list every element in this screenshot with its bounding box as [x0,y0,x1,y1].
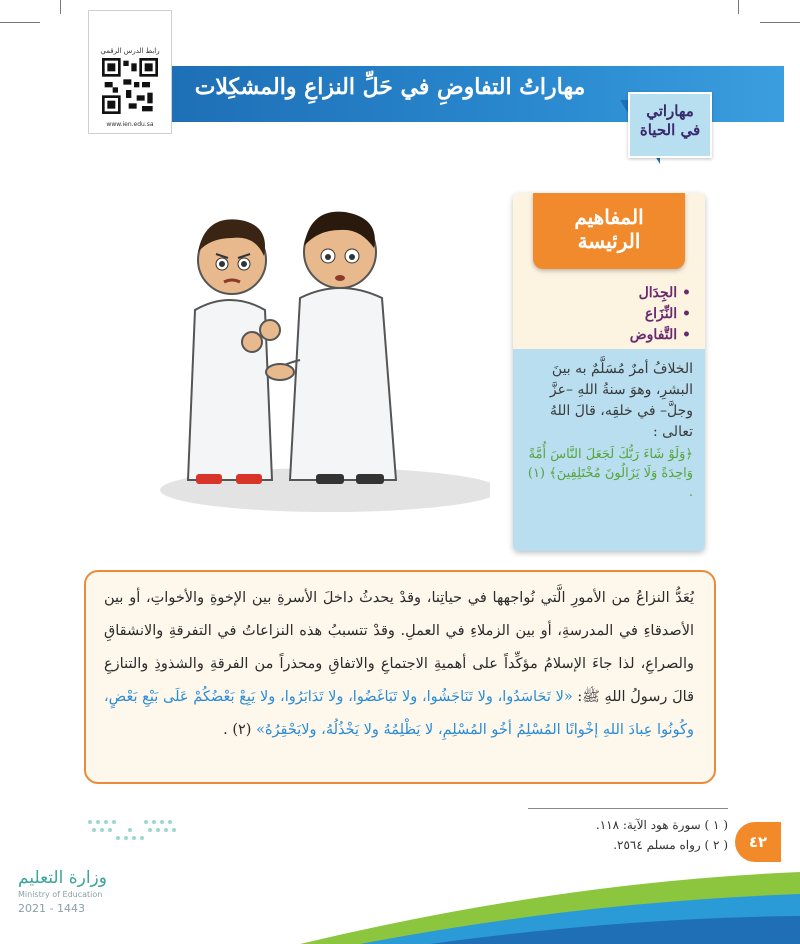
hadith-reference: (٢) . [223,722,252,738]
crop-mark [60,0,61,14]
calm-boy-figure [266,212,396,484]
qr-caption: رابط الدرس الرقمي [100,47,160,55]
crop-mark [738,0,739,14]
footnote-2: ( ٢ ) رواه مسلم ٢٥٦٤. [613,838,728,852]
quran-verse: ﴿وَلَوْ شَاءَ رَبُّكَ لَجَعَلَ النَّاسَ أُمَّةً وَاحِدَةً وَلَا يَزَالُونَ مُخْتَلِفِينَ﴾ (١) . [527,447,693,500]
term-item: • النِّزَاع [630,304,691,325]
crop-mark [0,22,40,23]
paragraph-main-text: يُعَدُّ النزاعُ من الأمورِ الَّتي نُواجهها في حياتِنا، وقدْ يحدثُ داخلَ الأسرةِ بين الإخوةِ والأخواتِ، أو بين الأصدقاءِ في المدرسةِ، أو بين الزملاءِ في العملِ. وقدْ تتسببُ هذه النزاعاتُ في التفرقةِ والانشقاقِ والصراعِ، لذا جاءَ الإسلامُ مؤكِّداً على أهميةِ الاجتماعِ والاتفاقِ ومحذراً من الفرقةِ والشذوذِ والتنازعِ قالَ رسولُ اللهِ ﷺ: [104,590,695,705]
qr-code-icon[interactable] [102,58,158,114]
qr-url[interactable]: www.ien.edu.sa [106,121,154,128]
badge-line-1: مهاراتي [646,102,694,120]
key-concepts-tag [533,193,685,269]
key-concepts-title-2: الرئيسة [577,229,641,253]
concepts-intro-text: الخلافُ أمرٌ مُسَلَّمٌ به بينَ البشرِ، وهوَ سنةُ اللهِ –عزَّ وجلَّ– في خلقِه، قالَ اللهُ تعالى : [549,361,693,440]
edition-year: 2021 - 1443 [18,902,85,915]
lesson-paragraph-box [84,570,716,784]
crop-mark [760,22,800,23]
ministry-logo-dots-icon [86,818,182,842]
qr-card[interactable] [88,10,172,134]
term-item: • التَّفاوض [630,325,691,346]
lesson-title: مهاراتُ التفاوضِ في حَلِّ النزاعِ والمشكِلات [194,74,586,100]
lesson-paragraph [104,582,694,747]
two-boys-illustration [160,190,490,520]
section-badge [628,92,712,158]
footnote-1: ( ١ ) سورة هود الآية: ١١٨. [595,818,728,832]
terms-list [630,283,691,346]
page-number: ٤٢ [735,822,781,862]
ministry-name-arabic: وزارة التعليم [18,868,107,888]
footnotes [528,808,728,855]
badge-line-2: في الحياة [639,121,701,139]
key-concepts-title-1: المفاهيم [574,205,644,229]
angry-boy-figure [188,219,280,484]
hadith-text: «لا تَحَاسَدُوا، ولا تَنَاجَشُوا، ولا تَبَاغَضُوا، ولا تَدَابَرُوا، ولا يَبِعْ بَعْضُكُمْ عَلَى بَيْعِ بَعْضٍ، وكُونُوا عِبادَ اللهِ إخْوانًا المُسْلِمُ أخُو المُسْلِمِ، لا يَظْلِمُهُ ولا يَخْذُلُهُ، ولايَحْقِرُهُ» [104,689,694,738]
key-concepts-box [513,193,705,551]
decorative-swoosh [0,872,800,944]
ministry-name-english: Ministry of Education [18,890,103,899]
term-item: • الجِدَال [630,283,691,304]
